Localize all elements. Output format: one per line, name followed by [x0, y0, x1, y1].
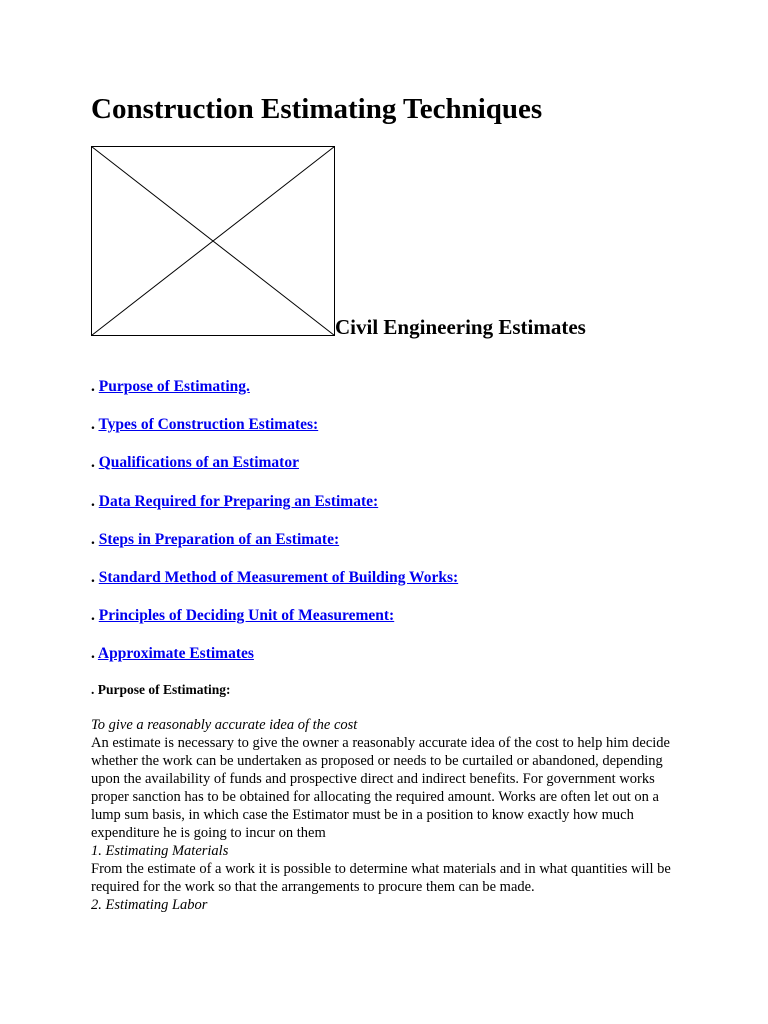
section-body: [91, 716, 691, 914]
paragraph: An estimate is necessary to give the owner a reasonably accurate idea of the cost to help him decide whether the work can be undertaken as proposed or needs to be curtailed or abandoned, depending upon the availability of funds and prospective direct and indirect benefits. For government works proper sanction has to be obtained for allocating the required amount. Works are often let out on a lump sum basis, in which case the Estimator must be in a position to know exactly how much expenditure he is going to incur on them: [91, 735, 670, 841]
toc-item: [91, 378, 458, 416]
toc-item: [91, 493, 458, 531]
toc-bullet: .: [91, 645, 98, 663]
toc-item: [91, 607, 458, 645]
paragraph: From the estimate of a work it is possible to determine what materials and in what quantities will be required for the work so that the arrangements to procure them can be made.: [91, 861, 671, 895]
toc-link-approximate[interactable]: Approximate Estimates: [97, 645, 254, 663]
toc-bullet: .: [91, 568, 99, 586]
section-heading: . Purpose of Estimating:: [91, 682, 231, 697]
toc-item: [91, 569, 458, 607]
toc-bullet: .: [91, 378, 99, 395]
toc-bullet: .: [91, 530, 99, 548]
subtitle: Civil Engineering Estimates: [335, 315, 586, 339]
broken-image-placeholder: [91, 146, 335, 336]
toc-bullet: .: [91, 454, 99, 472]
toc-link-qualifications[interactable]: Qualifications of an Estimator: [98, 454, 299, 472]
toc-bullet: .: [91, 416, 99, 434]
toc-link-types[interactable]: Types of Construction Estimates:: [98, 416, 319, 434]
subheading-estimating-labor: 2. Estimating Labor: [91, 897, 208, 913]
toc-link-principles[interactable]: Principles of Deciding Unit of Measurement:: [98, 607, 395, 625]
toc-link-data-required[interactable]: Data Required for Preparing an Estimate:: [98, 492, 379, 510]
table-of-contents: [91, 378, 458, 684]
toc-link-steps[interactable]: Steps in Preparation of an Estimate:: [98, 530, 340, 548]
page-title: Construction Estimating Techniques: [91, 93, 543, 125]
subheading-estimating-materials: 1. Estimating Materials: [91, 843, 229, 859]
toc-bullet: .: [91, 492, 99, 510]
toc-item: [91, 454, 458, 492]
lead-italic: To give a reasonably accurate idea of the cost: [91, 717, 358, 733]
toc-bullet: .: [91, 607, 99, 625]
toc-link-purpose[interactable]: Purpose of Estimating.: [98, 378, 250, 395]
toc-item: [91, 531, 458, 569]
toc-item: [91, 645, 458, 683]
toc-item: [91, 416, 458, 454]
toc-link-standard-method[interactable]: Standard Method of Measurement of Building Works:: [98, 568, 459, 586]
